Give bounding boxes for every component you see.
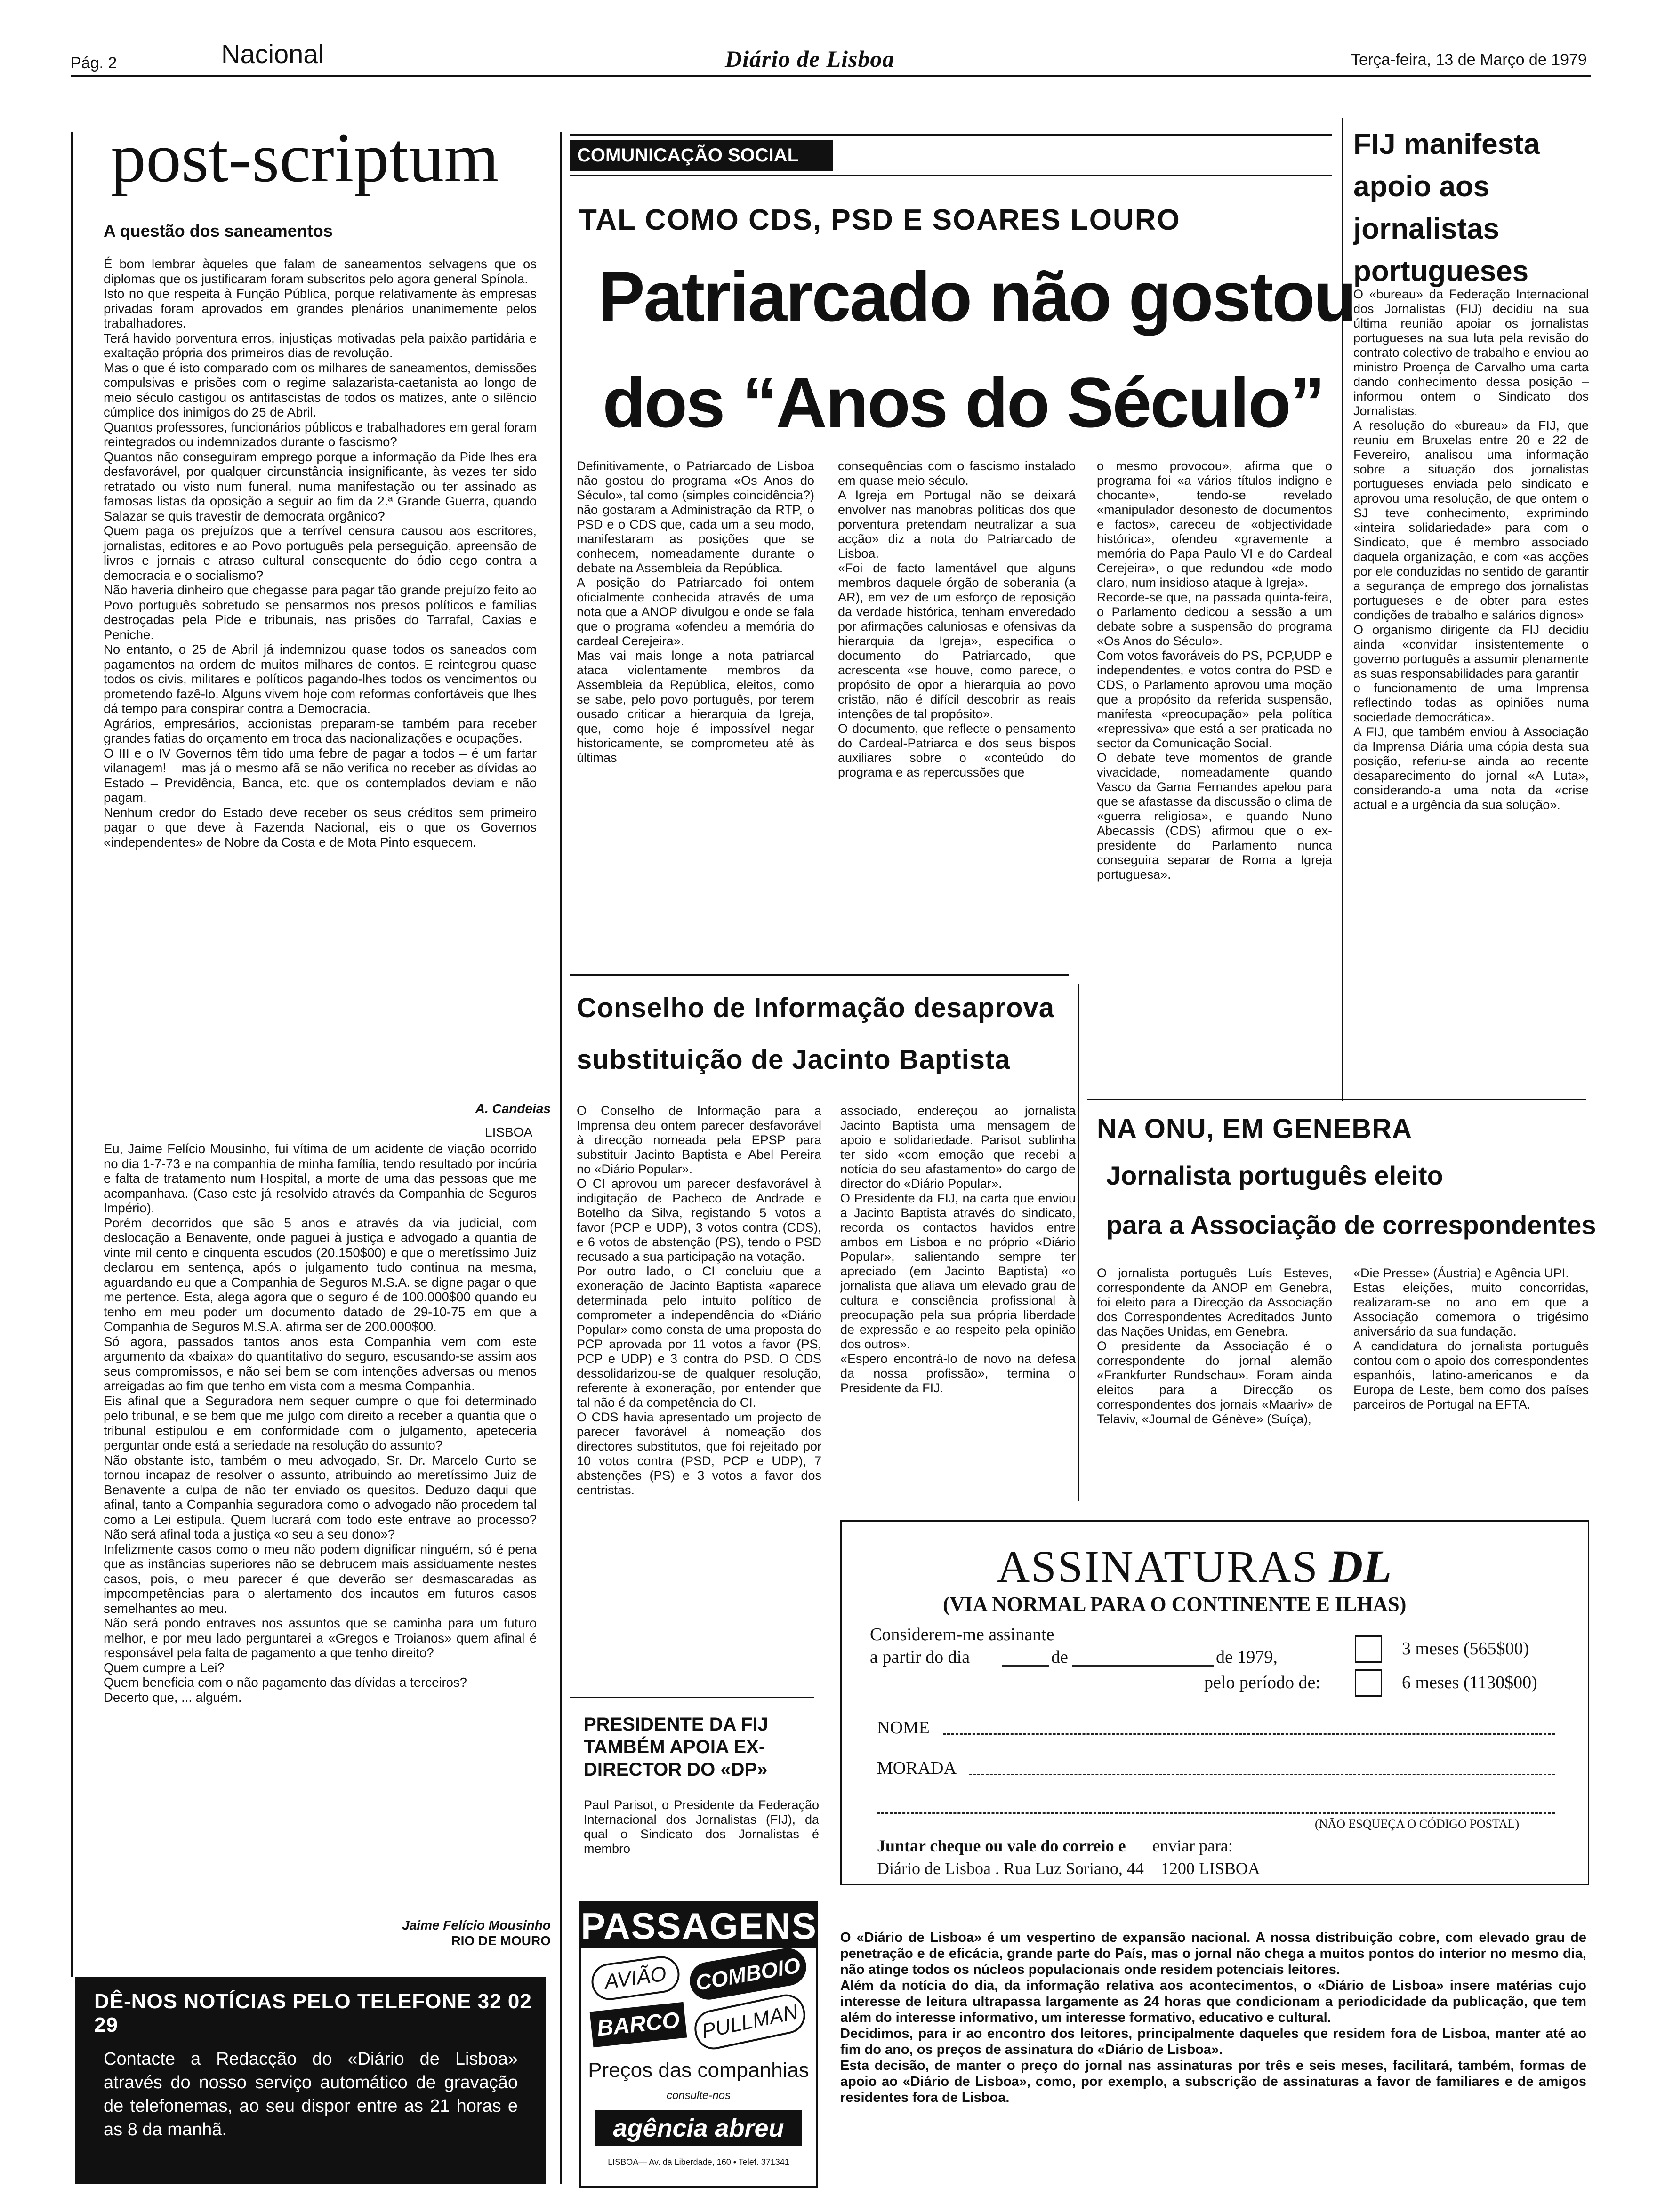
postscript-subtitle: A questão dos saneamentos: [104, 221, 333, 240]
postscript-place: LISBOA: [485, 1125, 533, 1139]
postscript-signature: A. Candeias: [475, 1101, 551, 1116]
subscription-address: Diário de Lisboa . Rua Luz Soriano, 44 1200 LISBOA: [877, 1859, 1260, 1878]
phone-news-body: Contacte a Redacção do «Diário de Lisboa» através do nosso serviço automático de gravação de telefonemas, ao seu dispor entre as 21 horas e as 8 da manhã.: [104, 2049, 518, 2140]
conselho-divider: [1078, 984, 1079, 1501]
column-divider-1: [560, 132, 562, 2184]
passagens-address: LISBOA— Av. da Liberdade, 160 • Telef. 371341: [608, 2157, 789, 2167]
conselho-headline-1: Conselho de Informação desaprova: [577, 993, 1055, 1023]
passagens-consulte: consulte-nos: [666, 2089, 731, 2102]
comunicacao-top-rule: [570, 134, 1332, 136]
subscription-year: de 1979,: [1216, 1647, 1278, 1667]
comunicacao-headline-2: dos “Anos do Século”: [603, 363, 1324, 442]
comunicacao-overline: TAL COMO CDS, PSD E SOARES LOURO: [579, 204, 1181, 236]
header-rule: [71, 75, 1591, 77]
subscription-period-label: pelo período de:: [1204, 1673, 1320, 1692]
comunicacao-bottom-rule: [570, 974, 1069, 976]
subscription-form: [840, 1520, 1589, 1885]
phone-news-title: DÊ-NOS NOTÍCIAS PELO TELEFONE 32 02 29: [94, 1990, 532, 2036]
passagens-title: PASSAGENS: [581, 1903, 816, 1948]
presidente-top-rule: [570, 1697, 814, 1698]
subscription-title: ASSINATURAS: [997, 1541, 1319, 1592]
subscription-address-field-2[interactable]: [877, 1812, 1555, 1814]
comunicacao-col-3: o mesmo provocou», afirma que o programa foi «a vários títulos indigno e chocante», tendo-se revelado «manipulador desonesto de documentos e factos», careceu de «objectividade histórica», ofendeu «gravemente a memória do Papa Paulo VI e do Cardeal Cerejeira», o que redundou «de modo claro, num insidioso ataque à Igreja». Recorde-se que, na passada quinta-feira, o Parlamento dedicou a sessão a um debate sobre a suspensão do programa «Os Anos do Século». Com votos favoráveis do PS, PCP,UDP e independentes, e votos contra do PSD e CDS, o Parlamento aprovou uma moção que a propósito da referida suspensão, manifesta «preocupação» pela política «repressiva» que está a ser praticada no sector da Comunicação Social. O debate teve momentos de grande vivacidade, nomeadamente quando Vasco da Gama Fernandes apelou para que se afastasse da discussão o clima de «guerra religiosa», e quando Nuno Abecassis (CDS) afirmou que o ex-presidente do Parlamento nunca conseguira separar de Roma a Igreja portuguesa».: [1097, 459, 1332, 882]
comunicacao-col-2: consequências com o fascismo instalado em quase meio século. A Igreja em Portugal não se deixará envolver nas manobras políticas dos que porventura pretendam neutralizar a sua acção» diz a nota do Patriarcado de Lisboa. «Foi de facto lamentável que alguns membros daquele órgão de soberania (a AR), em vez de um esforço de reposição da verdade histórica, tenham enveredado por afirmações caluniosas e ofensivas da hierarquia da Igreja», especifica o documento do Patriarcado, que acrescenta «se houve, como parece, o propósito de opor a hierarquia ao povo cristão, não é difícil descobrir as reais intenções de tal propósito». O documento, que reflecte o pensamento do Cardeal-Patriarca e dos seus bispos auxiliares sobre o «conteúdo do programa e as repercussões que: [838, 459, 1076, 779]
comunicacao-kicker: COMUNICAÇÃO SOCIAL: [577, 145, 799, 166]
passagens-agency: agência abreu: [595, 2110, 802, 2146]
subscription-name-field[interactable]: [943, 1733, 1555, 1735]
onu-col-1: O jornalista português Luís Esteves, correspondente da ANOP em Genebra, foi eleito para a Direcção da Associação dos Correspondentes Acreditados Junto das Nações Unidas, em Genebra. O presidente da Associação é o correspondente do jornal alemão «Frankfurter Rundschau». Foram ainda eleitos para a Direcção os correspondentes dos jornais «Maariv» de Telaviv, «Journal de Génève» (Suíça),: [1097, 1266, 1332, 1426]
onu-top-rule: [1087, 1099, 1586, 1100]
fij-headline: FIJ manifesta apoio aos jornalistas portugueses: [1353, 128, 1540, 288]
comunicacao-col-1: Definitivamente, o Patriarcado de Lisboa não gostou do programa «Os Anos do Século», tal como (simples coincidência?) não gostaram a Administração da RTP, o PSD e o CDS que, cada um a seu modo, manifestaram as posições que se conhecem, nomeadamente durante o debate na Assembleia da República. A posição do Patriarcado foi ontem oficialmente conhecida através de uma nota que a ANOP divulgou e onde se fala que o programa «ofendeu a memória do cardeal Cerejeira». Mas vai mais longe a nota patriarcal ataca violentamente membros da Assembleia da República, eleitos, como se sabe, pelo povo português, por terem ousado criticar a hierarquia da Igreja, que, como hoje é impossível negar historicamente, se comprometeu até às últimas: [577, 459, 814, 765]
subscription-logo: DL: [1329, 1540, 1392, 1593]
subscription-subtitle: (VIA NORMAL PARA O CONTINENTE E ILHAS): [943, 1593, 1407, 1616]
subscription-name-label: NOME: [877, 1718, 930, 1738]
subscription-month-field[interactable]: [1072, 1665, 1214, 1667]
presidente-body: Paul Parisot, o Presidente da Federação Internacional dos Jornalistas (FIJ), da qual o Sindicato dos Jornalistas é membro: [584, 1798, 819, 1856]
phone-news-box: [75, 1977, 546, 2184]
comunicacao-headline-1: Patriarcado não gostou: [598, 257, 1356, 336]
onu-col-2: «Die Presse» (Áustria) e Agência UPI. Estas eleições, muito concorridas, realizaram-se no ano em que a Associação comemora o trigésimo aniversário da sua fundação. A candidatura do jornalista português contou com o apoio dos correspondentes espanhóis, latino-americanos e da Europa de Leste, bem como dos países parceiros de Portugal na EFTA.: [1353, 1266, 1589, 1411]
postscript-side-rule: [71, 132, 73, 1977]
subscription-postal-note: (NÃO ESQUEÇA O CÓDIGO POSTAL): [1315, 1817, 1520, 1831]
comunicacao-kicker-rule: [570, 175, 1332, 176]
conselho-col-1: O Conselho de Informação para a Imprensa deu ontem parecer desfavorável à direcção nomeada pela EPSP para substituir Jacinto Baptista e Abel Pereira no «Diário Popular». O CI aprovou um parecer desfavorável à indigitação de Pacheco de Andrade e Botelho da Silva, registando 5 votos a favor (PCP e UDP), 3 votos contra (CDS), e 6 votos de abstenção (PS), tendo o PSD recusado a sua participação na votação. Por outro lado, o CI concluiu que a exoneração de Jacinto Baptista «aparece determinada pelo intuito político de comprometer a independência do «Diário Popular» como consta de uma proposta do PCP aprovada por 11 votos a favor (PS, PCP e UDP) e 3 contra do PSD. O CDS dessolidarizou-se de qualquer resolução, referente à exoneração, por entender que tal não é da competência do CI. O CDS havia apresentado um projecto de parecer favorável à nomeação dos directores substitutos, que foi rejeitado por 10 votos contra (PSD, PCP e UDP), 7 abstenções (PS) e 3 votos a favor dos centristas.: [577, 1104, 821, 1497]
passagens-ad: [579, 1901, 818, 2188]
subscription-address-field[interactable]: [969, 1774, 1555, 1775]
comunicacao-kicker-box: [570, 140, 833, 171]
subscription-line-1: Considerem-me assinante: [870, 1625, 1054, 1644]
passagens-tag-aviao: AVIÃO: [589, 1954, 682, 2002]
subscription-send-to: enviar para:: [1152, 1836, 1233, 1855]
postscript-place-2: RIO DE MOURO: [451, 1933, 551, 1948]
postscript-title: post-scriptum: [111, 119, 499, 197]
section-name: Nacional: [221, 39, 324, 69]
conselho-col-2: associado, endereçou ao jornalista Jacinto Baptista uma mensagem de apoio e solidariedade. Parisot sublinha ter sido «com emoção que recebi a notícia do seu afastamento» do cargo de director do «Diário Popular». O Presidente da FIJ, na carta que enviou a Jacinto Baptista através do sindicato, recorda os contactos havidos entre ambos em Lisboa e no próprio «Diário Popular», salientando sempre ter apreciado (em Jacinto Baptista) «o jornalista que aliava um elevado grau de cultura e consciência profissional à preocupação pela sua própria liberdade de expressão e ao respeito pela opinião dos outros». «Espero encontrá-lo de novo na defesa da nossa profissão», termina o Presidente da FIJ.: [840, 1104, 1076, 1395]
subscription-day-field[interactable]: [1002, 1665, 1049, 1667]
onu-headline-2: para a Associação de correspondentes: [1106, 1210, 1596, 1240]
subscription-3-months-label: 3 meses (565$00): [1402, 1639, 1529, 1659]
subscription-cheque-note: Juntar cheque ou vale do correio e: [877, 1836, 1126, 1855]
passagens-tag-pullman: PULLMAN: [691, 1991, 809, 2053]
subscription-address-label: MORADA: [877, 1758, 957, 1778]
issue-date: Terça-feira, 13 de Março de 1979: [1351, 51, 1587, 69]
onu-kicker: NA ONU, EM GENEBRA: [1097, 1114, 1412, 1144]
subscription-3-months-checkbox[interactable]: [1355, 1635, 1382, 1663]
passagens-tag-comboio: COMBOIO: [687, 1945, 809, 2003]
passagens-tag-barco: BARCO: [590, 2002, 687, 2047]
presidente-headline: PRESIDENTE DA FIJ TAMBÉM APOIA EX-DIRECTOR DO «DP»: [584, 1714, 768, 1780]
subscription-of-1: de: [1051, 1647, 1068, 1667]
page-number: Pág. 2: [71, 54, 117, 72]
subscription-6-months-checkbox[interactable]: [1355, 1669, 1382, 1697]
postscript-body: É bom lembrar àqueles que falam de saneamentos selvagens que os diplomas que os justificaram foram subscritos pelo agora general Spínola. Isto no que respeita à Função Pública, porque relativamente às empresas privadas foram aprovados em grandes plenários unanimemente pelos trabalhadores. Terá havido porventura erros, injustiças motivadas pela paixão partidária e exaltação própria dos primeiros dias de revolução. Mas o que é isto comparado com os milhares de saneamentos, demissões compulsivas e prisões com o regime salazarista-caetanista ao longo de meio século castigou os antifascistas de todos os matizes, ante o silêncio cúmplice dos inimigos do 25 de Abril. Quantos professores, funcionários públicos e trabalhadores em geral foram reintegrados ou indemnizados durante o fascismo? Quantos não conseguiram emprego porque a informação da Pide lhes era desfavorável, por qualquer circunstância insignificante, às vezes ter sido retratado ou visto num funeral, numa manifestação ou ter assinado as famosas listas da oposição a seguir ao fim da 2.ª Grande Guerra, quando Salazar se quis travestir de democrata orgânico? Quem paga os prejuízos que a terrível censura causou aos escritores, jornalistas, editores e ao Povo português pela perseguição, apreensão de livros e jornais e atraso cultural consequente do ódio cego contra a democracia e o socialismo? Não haveria dinheiro que chegasse para pagar tão grande prejuízo feito ao Povo português sobretudo se pensarmos nos presos políticos e famílias destroçadas pela Pide e tribunais, nas prisões do Tarrafal, Caxias e Peniche. No entanto, o 25 de Abril já indemnizou quase todos os saneados com pagamentos na ordem de muitos milhares de contos. E reintegrou quase todos os civis, militares e políticos pagando-lhes todos os vencimentos ou prometendo fazê-lo. Alguns vivem hoje com reformas confortáveis que lhes dá tempo para conspirar contra a Democracia. Agrários, empresários, accionistas preparam-se também para receber grandes fatias do orçamento em troca das nacionalizações e ocupações. O III e o IV Governos têm tido uma febre de pagar a todos – é um fartar vilanagem! – mas já o mesmo afã se não verifica no receber as dívidas ao Estado – Previdência, Banca, etc. que os contemplados deviam e não pagam. Nenhum credor do Estado deve receber os seus créditos sem primeiro pagar o que deve à Fazenda Nacional, eis o que os Governos «independentes» de Nobre da Costa e de Mota Pinto esquecem.: [104, 256, 537, 850]
onu-headline-1: Jornalista português eleito: [1106, 1161, 1443, 1190]
conselho-headline-2: substituição de Jacinto Baptista: [577, 1044, 1011, 1075]
passagens-sub: Preços das companhias: [588, 2059, 809, 2082]
editorial-note: O «Diário de Lisboa» é um vespertino de expansão nacional. A nossa distribuição cobre, com elevado grau de penetração e de eficácia, grande parte do País, mas o jornal não chega a muitos pontos do interior no mesmo dia, não atinge todos os núcleos populacionais onde residem potenciais leitores. Além da notícia do dia, da informação relativa aos acontecimentos, o «Diário de Lisboa» insere matérias cujo interesse de leitura ultrapassa largamente as 24 horas que condicionam a periodicidade da publicação, que tem além do interesse informativo, um interesse formativo, educativo e cultural. Decidimos, para ir ao encontro dos leitores, principalmente daqueles que residem fora de Lisboa, manter até ao fim do ano, os preços de assinatura do «Diário de Lisboa». Esta decisão, de manter o preço do jornal nas assinaturas por três e seis meses, facilitará, também, formas de apoio ao «Diário de Lisboa», como, por exemplo, a subscrição de assinaturas a favor de familiares e de amigos residentes fora de Lisboa.: [840, 1930, 1586, 2105]
postscript-body-2: Eu, Jaime Felício Mousinho, fui vítima de um acidente de viação ocorrido no dia 1-7-73 e na companhia de minha família, tendo resultado por incúria e falta de tratamento num Hospital, a morte de uma das pessoas que me acompanhava. (Caso este já resolvido através da Companhia de Seguros Império). Porém decorridos que são 5 anos e através da via judicial, com deslocação a Benavente, onde paguei à justiça e advogado a quantia de vinte mil cento e cinquenta escudos (20.150$00) e que o meretíssimo Juiz declarou em sentença, após o julgamento tudo continua na mesma, aguardando eu que a Companhia de Seguros M.S.A. se digne pagar o que me pertence. Esta, alega agora que o seguro é de 100.000$00 quando eu tenho em meu poder um documento datado de 29-10-75 em que a Companhia de Seguros M.S.A. afirma ser de 200.000$00. Só agora, passados tantos anos esta Companhia vem com este argumento da «baixa» do quantitativo do seguro, escusando-se assim aos seus compromissos, e não sei bem se com intenções adversas ou menos arreigadas ao fim que tenho em vista com a mesma Companhia. Eis afinal que a Seguradora nem sequer cumpre o que foi determinado pelo tribunal, e se bem que me julgo com direito a receber a quantia que o tribunal estipulou e em conformidade com o julgamento, apeteceria perguntar onde está a seriedade na resolução do assunto? Não obstante isto, também o meu advogado, Sr. Dr. Marcelo Curto se tornou incapaz de resolver o assunto, atribuindo ao meretíssimo Juiz de Benavente a culpa de não ter enviado os quesitos. Deduzo daqui que afinal, tanto a Companhia seguradora como o advogado não procedem tal como a Lei estipula. Quem lucrará com todo este entrave ao processo? Não será afinal toda a justiça «o seu a seu dono»? Infelizmente casos como o meu não podem dignificar ninguém, só é pena que as instâncias superiores não se debrucem mais assiduamente nestes casos, pois, o meu parecer é que deverão ser desmascaradas as impcompetências para o alertamento dos incautos em futuros casos semelhantes ao meu. Não será pondo entraves nos assuntos que se caminha para um futuro melhor, e por meu lado perguntarei a «Gregos e Troianos» quem afinal é responsável pela falta de pagamento a que tenho direito? Quem cumpre a Lei? Quem beneficia com o não pagamento das dívidas a terceiros? Decerto que, ... alguém.: [104, 1141, 537, 1705]
subscription-6-months-label: 6 meses (1130$00): [1402, 1673, 1537, 1692]
fij-body: O «bureau» da Federação Internacional dos Jornalistas (FIJ) decidiu na sua última reunião apoiar os jornalistas portugueses na sua luta pela revisão do contrato colectivo de trabalho e enviou ao ministro Proença de Carvalho uma carta dando conhecimento dessa posição – informou ontem o Sindicato dos Jornalistas. A resolução do «bureau» da FIJ, que reuniu em Bruxelas entre 20 e 22 de Fevereiro, analisou uma informação sobre a situação dos jornalistas portugueses enviada pelo sindicato e aprovou uma resolução, de que ontem o SJ teve conhecimento, exprimindo «inteira solidariedade» para com o Sindicato, que é membro associado daquela organização, e com «as acções por ele conduzidas no sentido de garantir a segurança de emprego dos jornalistas portugueses e de obter para estes condições de trabalho e salários dignos» O organismo dirigente da FIJ decidiu ainda «convidar insistentemente o governo português a assumir plenamente as suas responsabilidades para garantir o funcionamento de uma Imprensa reflectindo todas as opiniões numa sociedade democrática». A FIJ, que também enviou à Associação da Imprensa Diária uma cópia desta sua posição, referiu-se ainda ao recente desaparecimento do jornal «A Luta», considerando-a uma nota da «crise actual e a urgência da sua solução».: [1353, 287, 1589, 812]
postscript-signature-2: Jaime Felício Mousinho: [402, 1918, 551, 1932]
subscription-from-day: a partir do dia: [870, 1647, 970, 1667]
masthead: Diário de Lisboa: [725, 46, 895, 72]
